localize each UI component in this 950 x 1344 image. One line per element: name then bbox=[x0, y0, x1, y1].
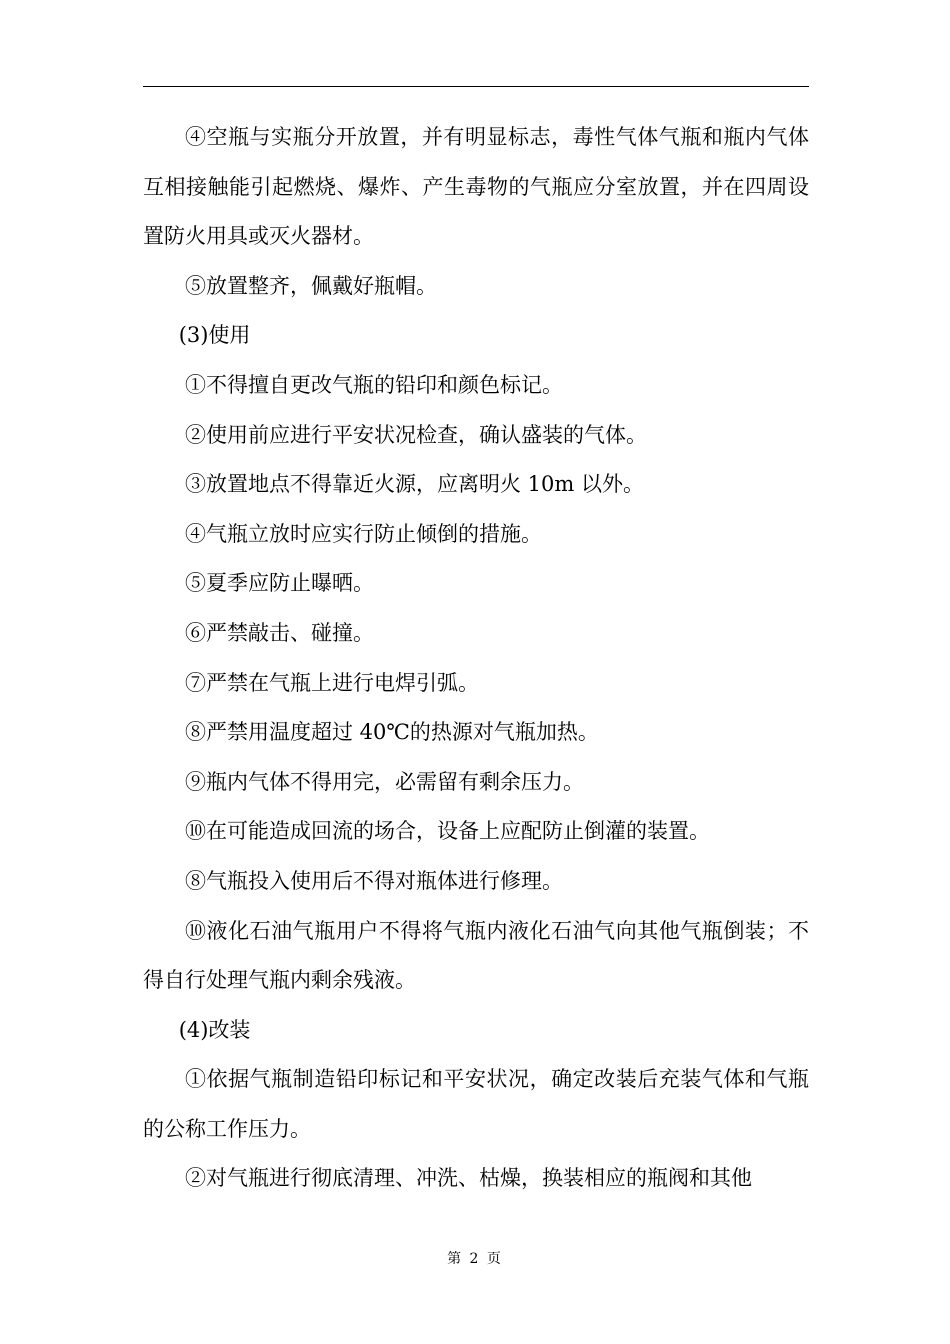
paragraph-usage-7: ⑦严禁在气瓶上进行电焊引弧。 bbox=[185, 670, 479, 695]
paragraph-usage-9: ⑨瓶内气体不得用完，必需留有剩余压力。 bbox=[185, 769, 584, 794]
paragraph-modification-1: ①依据气瓶制造铅印标记和平安状况，确定改装后充装气体和气瓶的公称工作压力。 bbox=[143, 1067, 809, 1141]
page-number: 第 2 页 bbox=[447, 1251, 503, 1267]
paragraph-usage-11: ⑧气瓶投入使用后不得对瓶体进行修理。 bbox=[185, 868, 563, 893]
section-heading-modification: (4)改装 bbox=[178, 1017, 251, 1042]
paragraph-neat-placement: ⑤放置整齐，佩戴好瓶帽。 bbox=[185, 273, 437, 298]
paragraph-modification-2: ②对气瓶进行彻底清理、冲洗、枯燥，换装相应的瓶阀和其他 bbox=[185, 1166, 752, 1191]
paragraph-usage-8: ⑧严禁用温度超过 40℃的热源对气瓶加热。 bbox=[185, 720, 599, 745]
body-text bbox=[143, 113, 809, 1204]
header-rule bbox=[143, 86, 809, 87]
paragraph-usage-3: ③放置地点不得靠近火源，应离明火 10m 以外。 bbox=[185, 472, 644, 497]
paragraph-empty-full-bottle-storage: ④空瓶与实瓶分开放置，并有明显标志，毒性气体气瓶和瓶内气体互相接触能引起燃烧、爆炸、产生毒物的气瓶应分室放置，并在四周设置防火用具或灭火器材。 bbox=[143, 125, 809, 249]
paragraph-usage-2: ②使用前应进行平安状况检查，确认盛装的气体。 bbox=[185, 422, 647, 447]
paragraph-usage-1: ①不得擅自更改气瓶的铅印和颜色标记。 bbox=[185, 372, 563, 397]
paragraph-usage-12: ⑩液化石油气瓶用户不得将气瓶内液化石油气向其他气瓶倒装；不得自行处理气瓶内剩余残液。 bbox=[143, 918, 809, 993]
paragraph-usage-6: ⑥严禁敲击、碰撞。 bbox=[185, 620, 374, 645]
paragraph-usage-5: ⑤夏季应防止曝晒。 bbox=[185, 571, 374, 596]
section-heading-usage: (3)使用 bbox=[178, 323, 251, 348]
paragraph-usage-4: ④气瓶立放时应实行防止倾倒的措施。 bbox=[185, 521, 542, 546]
paragraph-usage-10: ⑩在可能造成回流的场合，设备上应配防止倒灌的装置。 bbox=[185, 819, 710, 844]
